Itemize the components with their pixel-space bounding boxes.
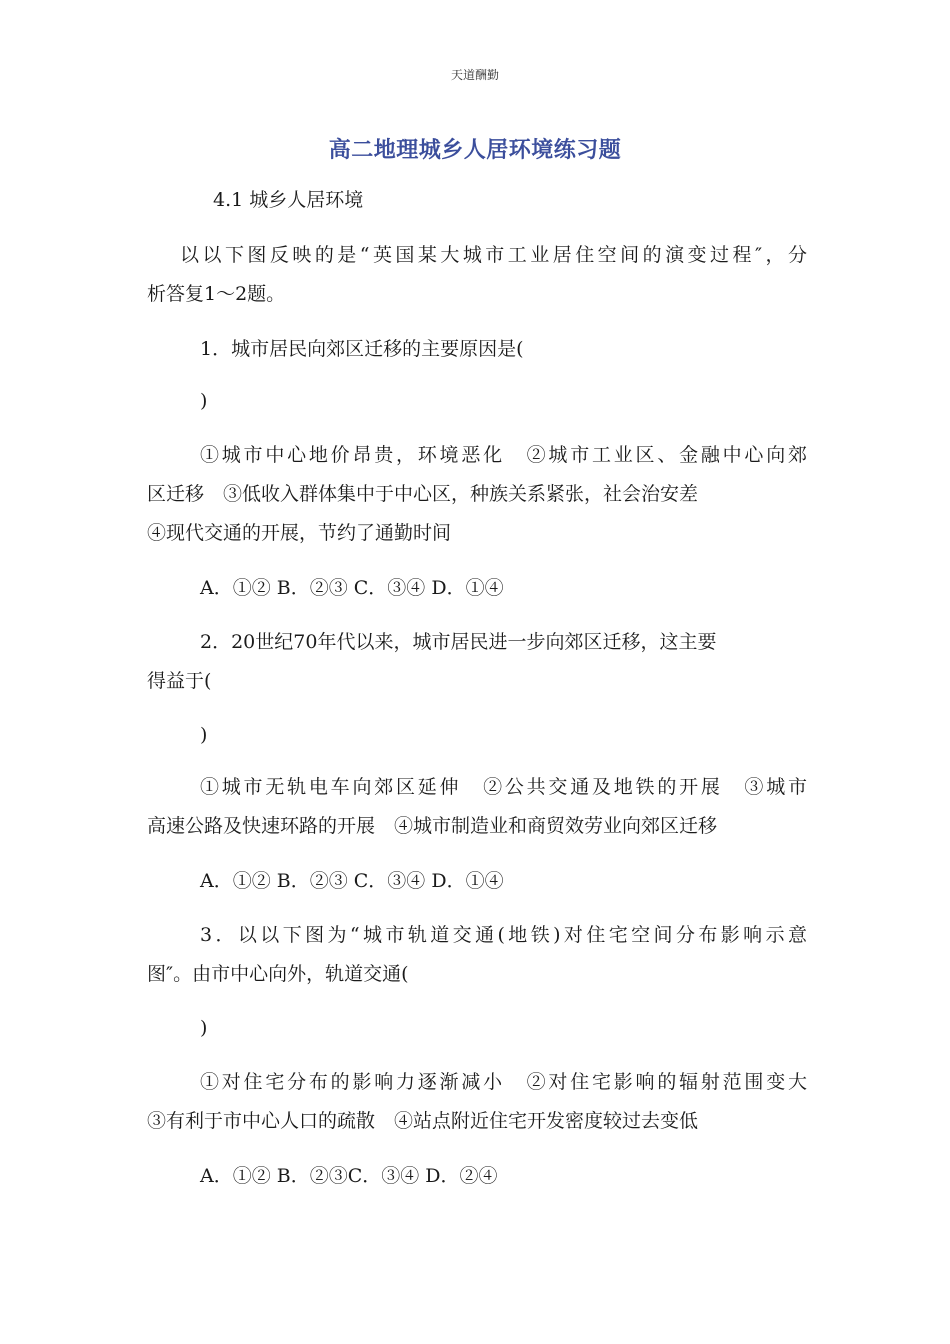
- document-title: 高二地理城乡人居环境练习题: [328, 138, 622, 163]
- question-1-options-line-2: 区迁移 ③低收入群体集中于中心区，种族关系紧张，社会治安差: [147, 483, 699, 505]
- question-2-stem-line-2: 得益于(: [147, 670, 212, 692]
- question-1-options-line-3: ④现代交通的开展，节约了通勤时间: [147, 522, 452, 544]
- intro-line-1: 以以下图反映的是“英国某大城市工业居住空间的演变过程″，分: [180, 244, 807, 266]
- page-header: 天道酬勤: [450, 68, 499, 82]
- question-3-stem-line-2: 图″。由市中心向外，轨道交通(: [147, 963, 409, 985]
- question-1-options-line-1: ①城市中心地价昂贵，环境恶化 ②城市工业区、金融中心向郊: [200, 444, 807, 466]
- question-3-options-line-2: ③有利于市中心人口的疏散 ④站点附近住宅开发密度较过去变低: [147, 1110, 699, 1132]
- question-1-paren: ): [200, 390, 208, 412]
- section-heading: 4.1 城乡人居环境: [213, 189, 364, 211]
- question-3-paren: ): [200, 1017, 208, 1039]
- question-2-stem-line-1: 2．20世纪70年代以来，城市居民进一步向郊区迁移，这主要: [200, 631, 717, 653]
- question-2-options-line-1: ①城市无轨电车向郊区延伸 ②公共交通及地铁的开展 ③城市: [200, 776, 807, 798]
- question-2-paren: ): [200, 724, 208, 746]
- question-3-stem-line-1: 3．以以下图为“城市轨道交通(地铁)对住宅空间分布影响示意: [200, 924, 807, 946]
- question-1-stem: 1．城市居民向郊区迁移的主要原因是(: [200, 338, 524, 360]
- intro-line-2: 析答复1～2题。: [147, 283, 286, 305]
- question-1-answers: A．①② B．②③ C．③④ D．①④: [200, 577, 504, 599]
- question-3-options-line-1: ①对住宅分布的影响力逐渐减小 ②对住宅影响的辐射范围变大: [200, 1071, 807, 1093]
- question-3-answers: A．①② B．②③C．③④ D．②④: [200, 1165, 498, 1187]
- question-2-answers: A．①② B．②③ C．③④ D．①④: [200, 870, 504, 892]
- question-2-options-line-2: 高速公路及快速环路的开展 ④城市制造业和商贸效劳业向郊区迁移: [147, 815, 718, 837]
